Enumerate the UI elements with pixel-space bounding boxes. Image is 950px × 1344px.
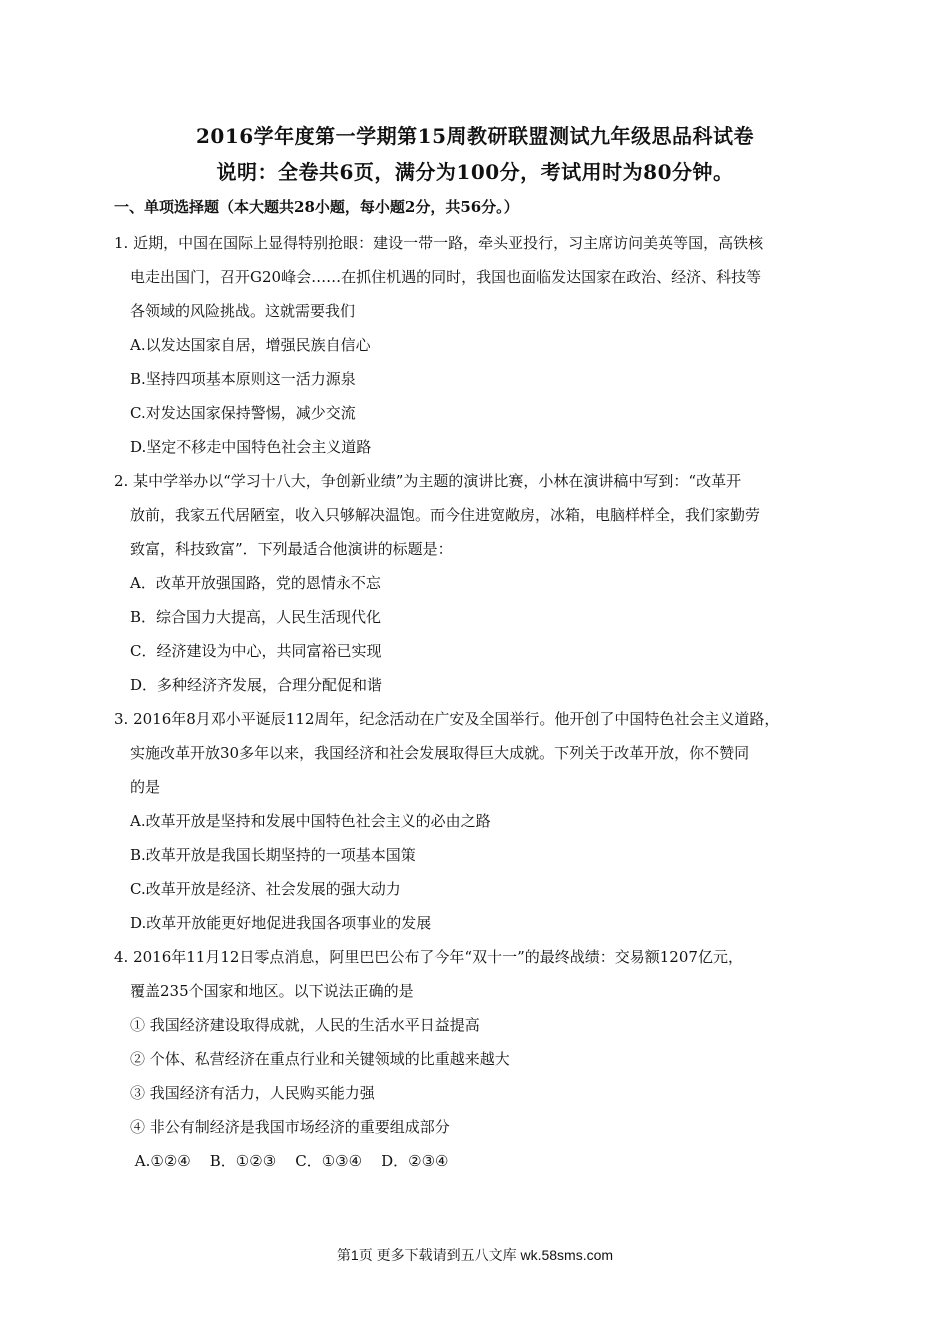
question-4 bbox=[114, 940, 850, 1178]
questions-list bbox=[114, 226, 850, 1178]
option-a: A．改革开放强国路，党的恩情永不忘 bbox=[130, 574, 381, 592]
page-footer: 第1页 更多下载请到五八文库 wk.58sms.com bbox=[336, 1247, 614, 1263]
question-text-line: 3. 2016年8月邓小平诞辰112周年，纪念活动在广安及全国举行。他开创了中国特色社会主义道路， bbox=[114, 710, 780, 728]
statement-1: ① 我国经济建设取得成就，人民的生活水平日益提高 bbox=[130, 1016, 480, 1034]
option-a: A.改革开放是坚持和发展中国特色社会主义的必由之路 bbox=[130, 812, 491, 830]
option-d: D.改革开放能更好地促进我国各项事业的发展 bbox=[130, 914, 432, 932]
section-heading: 一、单项选择题（本大题共28小题，每小题2分，共56分。） bbox=[114, 198, 519, 216]
question-text-line: 各领域的风险挑战。这就需要我们 bbox=[130, 302, 356, 320]
question-text-line: 覆盖235个国家和地区。以下说法正确的是 bbox=[130, 982, 414, 1000]
question-2 bbox=[114, 464, 850, 702]
question-text-line: 致富，科技致富”．下列最适合他演讲的标题是： bbox=[130, 540, 453, 558]
statement-3: ③ 我国经济有活力，人民购买能力强 bbox=[130, 1084, 375, 1102]
page-subtitle: 说明：全卷共6页，满分为100分，考试用时为80分钟。 bbox=[216, 160, 734, 184]
option-b: B.坚持四项基本原则这一活力源泉 bbox=[130, 370, 356, 388]
question-3 bbox=[114, 702, 850, 940]
question-1 bbox=[114, 226, 850, 464]
answer-choices: A.①②④ B．①②③ C．①③④ D．②③④ bbox=[130, 1152, 449, 1170]
option-b: B.改革开放是我国长期坚持的一项基本国策 bbox=[130, 846, 416, 864]
option-d: D．多种经济齐发展，合理分配促和谐 bbox=[130, 676, 383, 694]
option-b: B．综合国力大提高，人民生活现代化 bbox=[130, 608, 382, 626]
page-title: 2016学年度第一学期第15周教研联盟测试九年级思品科试卷 bbox=[196, 124, 754, 148]
question-text-line: 实施改革开放30多年以来，我国经济和社会发展取得巨大成就。下列关于改革开放，你不赞同 bbox=[130, 744, 750, 762]
statement-2: ② 个体、私营经济在重点行业和关键领域的比重越来越大 bbox=[130, 1050, 510, 1068]
question-text-line: 1. 近期，中国在国际上显得特别抢眼：建设一带一路，牵头亚投行，习主席访问美英等国，高铁核 bbox=[114, 234, 764, 252]
question-text-line: 4. 2016年11月12日零点消息，阿里巴巴公布了今年“双十一”的最终战绩：交易额1207亿元， bbox=[114, 948, 743, 966]
option-c: C.对发达国家保持警惕，减少交流 bbox=[130, 404, 356, 422]
question-text-line: 的是 bbox=[130, 778, 161, 796]
question-text-line: 放前，我家五代居陋室，收入只够解决温饱。而今住进宽敞房，冰箱，电脑样样全，我们家勤劳 bbox=[130, 506, 761, 524]
question-text-line: 电走出国门，召开G20峰会……在抓住机遇的同时，我国也面临发达国家在政治、经济、科技等 bbox=[130, 268, 762, 286]
option-c: C.改革开放是经济、社会发展的强大动力 bbox=[130, 880, 401, 898]
question-text-line: 2. 某中学举办以“学习十八大，争创新业绩”为主题的演讲比赛，小林在演讲稿中写到：“改革开 bbox=[114, 472, 742, 490]
option-c: C．经济建设为中心，共同富裕已实现 bbox=[130, 642, 382, 660]
option-a: A.以发达国家自居，增强民族自信心 bbox=[130, 336, 371, 354]
statement-4: ④ 非公有制经济是我国市场经济的重要组成部分 bbox=[130, 1118, 450, 1136]
option-d: D.坚定不移走中国特色社会主义道路 bbox=[130, 438, 372, 456]
